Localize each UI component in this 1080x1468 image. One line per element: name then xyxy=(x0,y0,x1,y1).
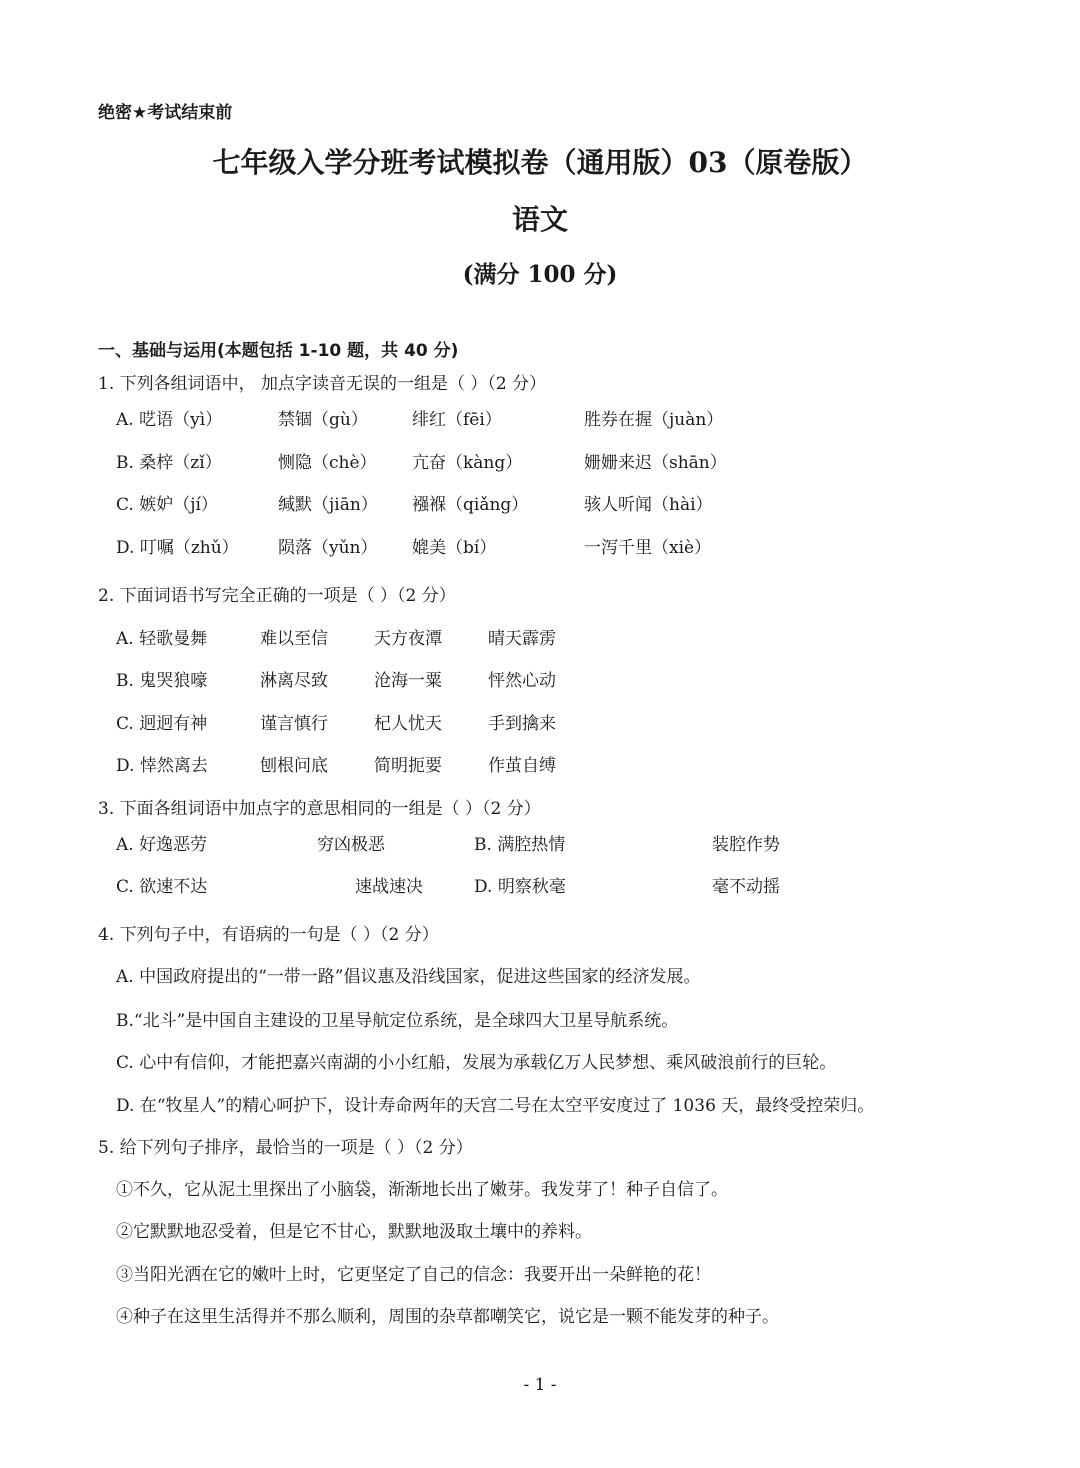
q1-option-c-4: 骇人听闻（hài） xyxy=(584,495,713,515)
q3-option-b-2: 装腔作势 xyxy=(712,835,780,855)
q3-option-d-2: 毫不动摇 xyxy=(712,877,780,897)
q4-option-b: B.“北斗”是中国自主建设的卫星导航定位系统，是全球四大卫星导航系统。 xyxy=(116,1011,679,1031)
q2-option-d-2: 刨根问底 xyxy=(260,756,328,776)
q2-option-b-2: 淋离尽致 xyxy=(260,671,328,691)
q2-option-a-4: 晴天霹雳 xyxy=(488,629,556,649)
q5-sentence-2: ②它默默地忍受着，但是它不甘心，默默地汲取土壤中的养料。 xyxy=(116,1222,592,1242)
q4-option-d: D. 在“牧星人”的精心呵护下，设计寿命两年的天宫二号在太空平安度过了 1036 天，最终受控荣归。 xyxy=(116,1096,875,1116)
question-4-stem: 4. 下列句子中，有语病的一句是（ ）（2 分） xyxy=(98,925,439,945)
q2-option-c-4: 手到擒来 xyxy=(488,714,556,734)
page-number: - 1 - xyxy=(523,1375,557,1395)
q2-option-a-1: A. 轻歌曼舞 xyxy=(116,629,208,649)
q5-sentence-1: ①不久，它从泥土里探出了小脑袋，渐渐地长出了嫩芽。我发芽了！种子自信了。 xyxy=(116,1180,728,1200)
confidential-label: 绝密★考试结束前 xyxy=(98,103,233,123)
q1-option-b-2: 恻隐（chè） xyxy=(278,453,377,473)
q1-option-c-2: 缄默（jiān） xyxy=(278,495,378,515)
q2-option-c-2: 谨言慎行 xyxy=(260,714,328,734)
question-3-stem: 3. 下面各组词语中加点字的意思相同的一组是（ ）（2 分） xyxy=(98,799,541,819)
question-5-stem: 5. 给下列句子排序，最恰当的一项是（ ）（2 分） xyxy=(98,1138,473,1158)
q1-option-c-1: C. 嫉妒（jí） xyxy=(116,495,218,515)
q1-option-b-1: B. 桑梓（zǐ） xyxy=(116,453,222,473)
full-score: (满分 100 分) xyxy=(462,261,618,288)
q2-option-b-1: B. 鬼哭狼嚎 xyxy=(116,671,208,691)
q1-option-a-3: 绯红（fēi） xyxy=(412,410,502,430)
q1-option-c-3: 襁褓（qiǎng） xyxy=(412,495,529,515)
section-heading: 一、基础与运用(本题包括 1-10 题，共 40 分) xyxy=(98,341,459,361)
q3-option-b-1: B. 满腔热情 xyxy=(474,835,566,855)
q1-option-a-2: 禁锢（gù） xyxy=(278,410,368,430)
q4-option-a: A. 中国政府提出的“一带一路”倡议惠及沿线国家，促进这些国家的经济发展。 xyxy=(116,967,701,987)
q1-option-a-4: 胜券在握（juàn） xyxy=(584,410,724,430)
question-1-stem: 1. 下列各组词语中， 加点字读音无误的一组是（ ）（2 分） xyxy=(98,374,547,394)
q3-option-c-1: C. 欲速不达 xyxy=(116,877,208,897)
q3-option-a-2: 穷凶极恶 xyxy=(317,835,385,855)
q1-option-d-4: 一泻千里（xiè） xyxy=(584,538,712,558)
q2-option-b-4: 怦然心动 xyxy=(488,671,556,691)
q2-option-b-3: 沧海一粟 xyxy=(374,671,442,691)
subject-title: 语文 xyxy=(511,203,568,236)
q1-option-d-1: D. 叮嘱（zhǔ） xyxy=(116,538,239,558)
q5-sentence-3: ③当阳光洒在它的嫩叶上时，它更坚定了自己的信念：我要开出一朵鲜艳的花！ xyxy=(116,1265,711,1285)
q2-option-c-1: C. 迥迥有神 xyxy=(116,714,208,734)
q3-option-a-1: A. 好逸恶劳 xyxy=(116,835,208,855)
q3-option-c-2: 速战速决 xyxy=(355,877,423,897)
q1-option-a-1: A. 呓语（yì） xyxy=(116,410,223,430)
q1-option-d-2: 陨落（yǔn） xyxy=(278,538,378,558)
q1-option-d-3: 媲美（bí） xyxy=(412,538,497,558)
q2-option-a-2: 难以至信 xyxy=(260,629,328,649)
q1-option-b-3: 亢奋（kàng） xyxy=(412,453,523,473)
q2-option-c-3: 杞人忧天 xyxy=(374,714,442,734)
question-2-stem: 2. 下面词语书写完全正确的一项是（ ）（2 分） xyxy=(98,586,456,606)
q3-option-d-1: D. 明察秋毫 xyxy=(474,877,566,897)
q1-option-b-4: 姗姗来迟（shān） xyxy=(584,453,727,473)
q4-option-c: C. 心中有信仰，才能把嘉兴南湖的小小红船，发展为承载亿万人民梦想、乘风破浪前行的巨轮。 xyxy=(116,1053,837,1073)
q2-option-d-4: 作茧自缚 xyxy=(488,756,556,776)
q2-option-d-1: D. 悻然离去 xyxy=(116,756,208,776)
q2-option-a-3: 天方夜潭 xyxy=(374,629,442,649)
q5-sentence-4: ④种子在这里生活得并不那么顺利，周围的杂草都嘲笑它，说它是一颗不能发芽的种子。 xyxy=(116,1307,779,1327)
exam-title: 七年级入学分班考试模拟卷（通用版）03（原卷版） xyxy=(212,146,868,179)
q2-option-d-3: 简明扼要 xyxy=(374,756,442,776)
